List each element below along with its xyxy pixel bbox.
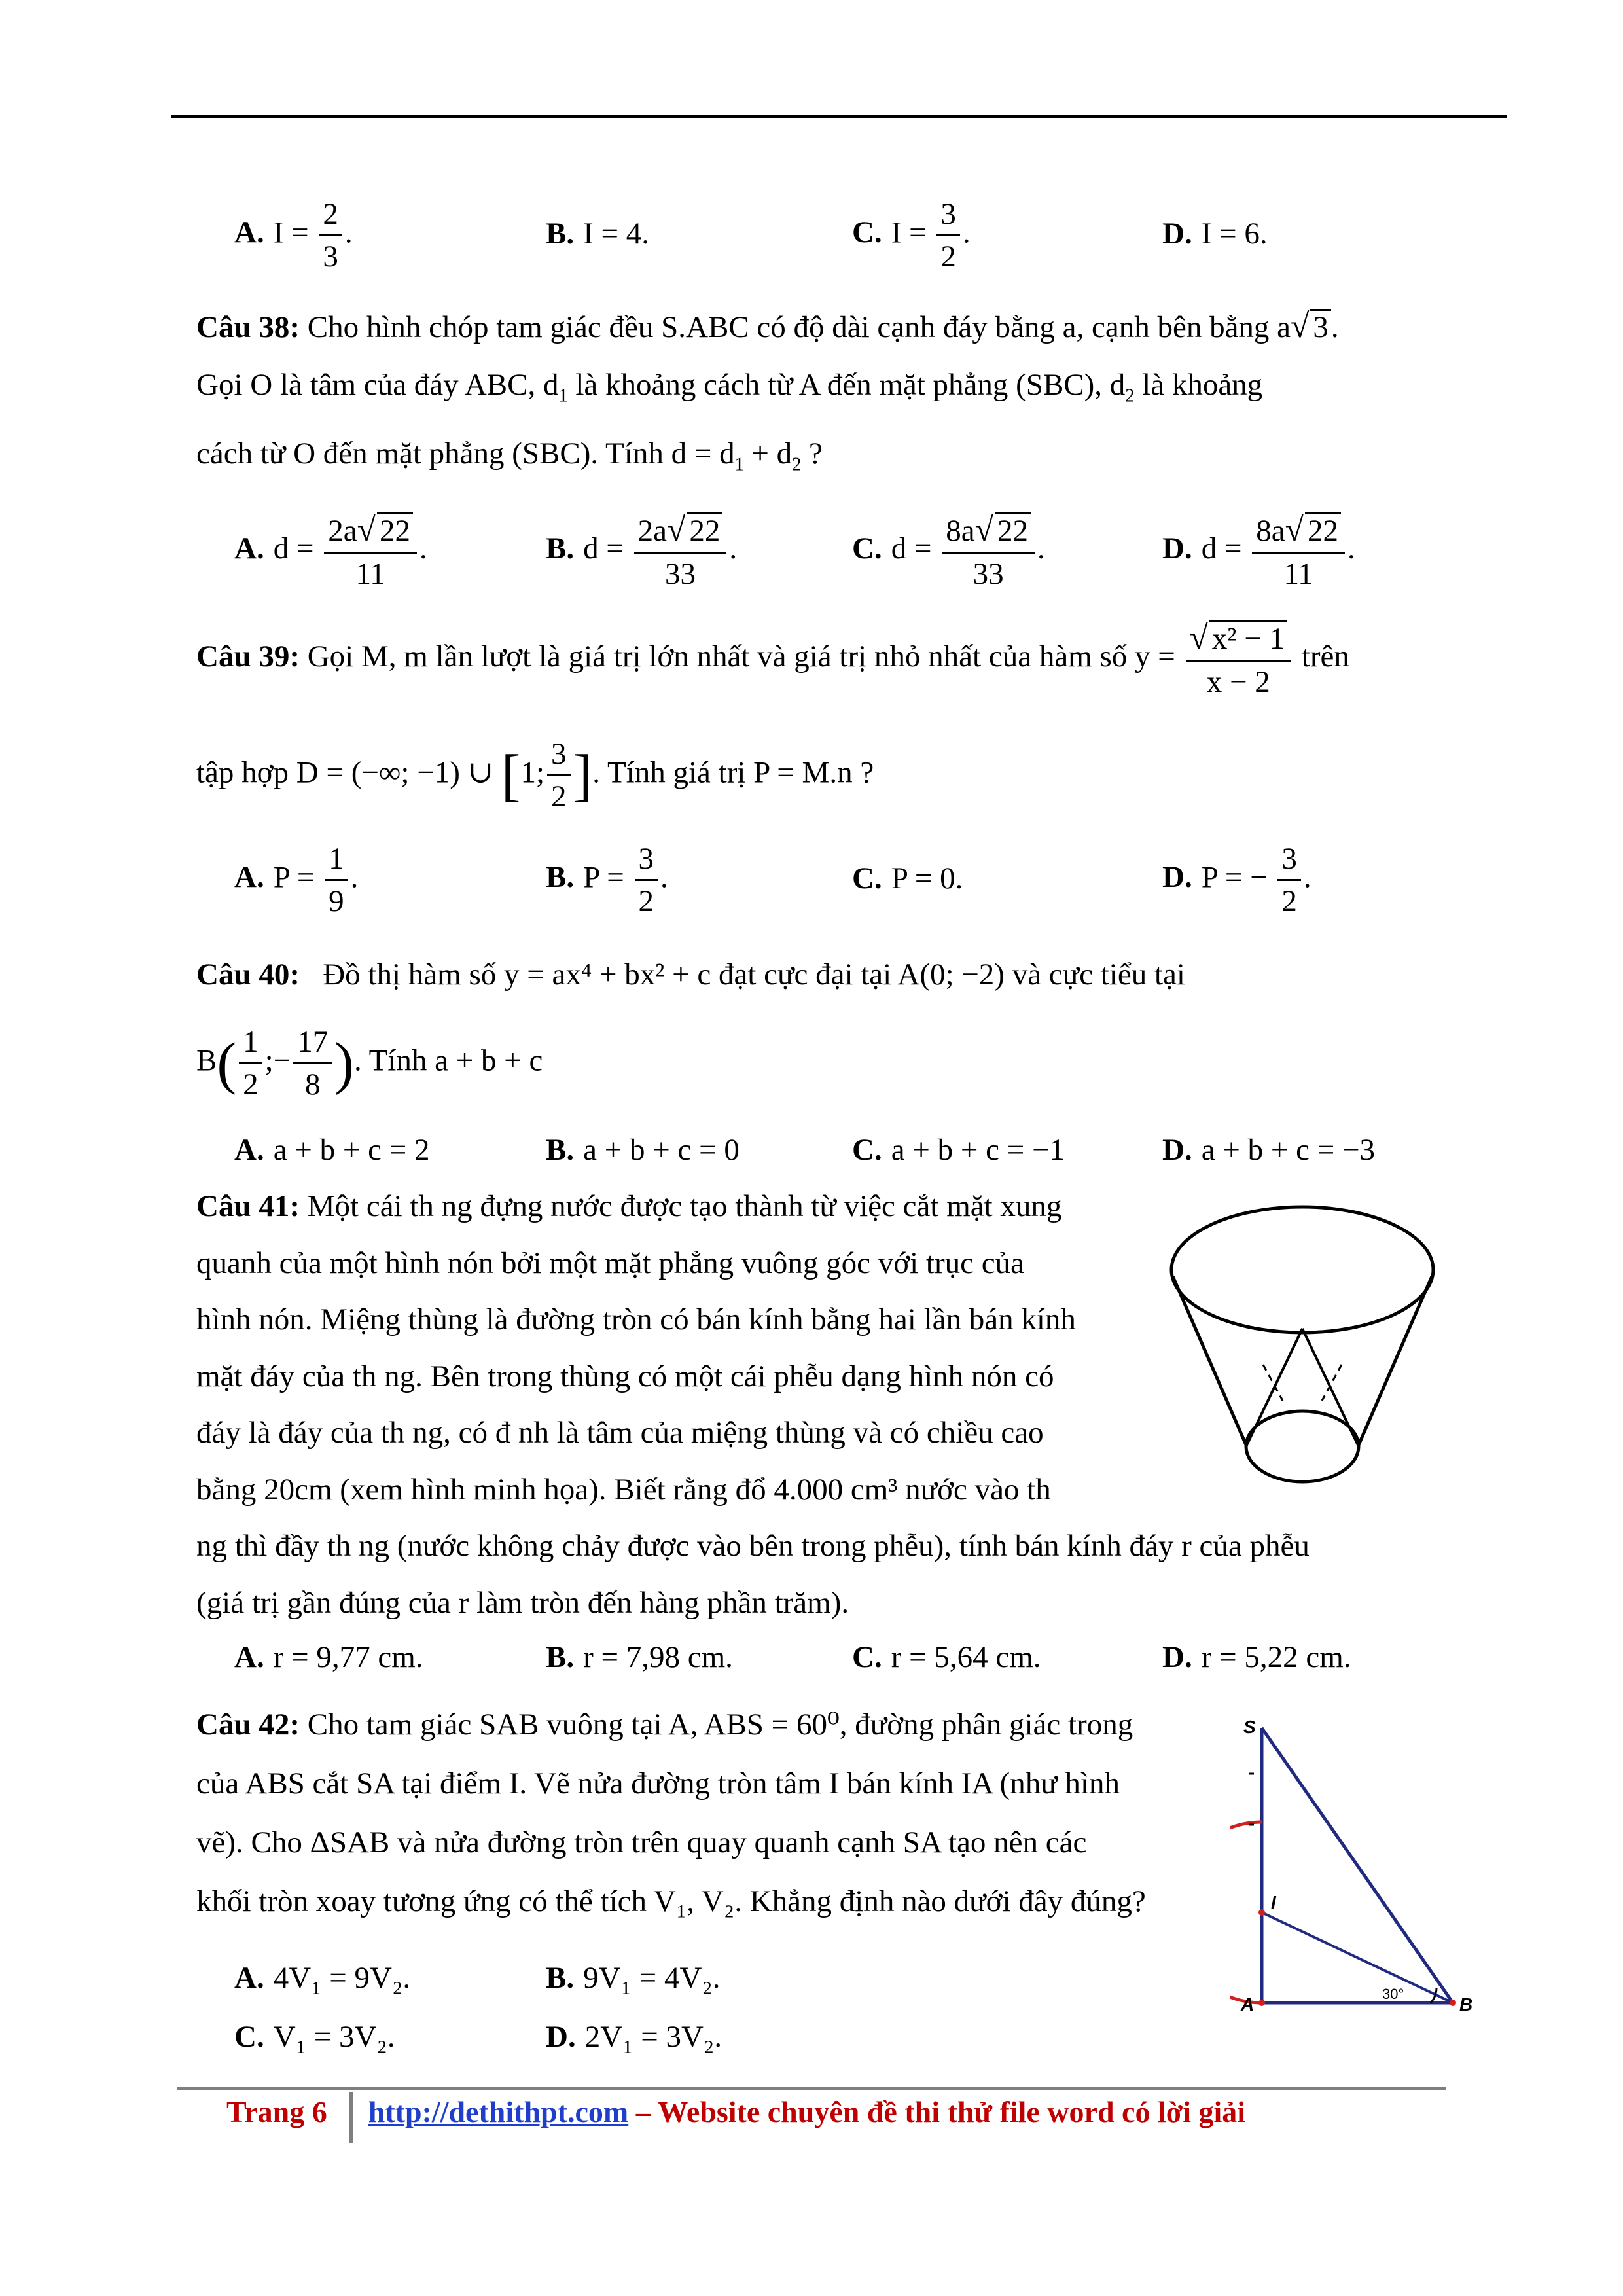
bucket-base bbox=[1246, 1411, 1359, 1482]
q38-option-a[interactable]: A. d = $\frac{2a√ 22}{11}$ . bbox=[234, 511, 427, 592]
q41-option-b[interactable]: B. r = 7,98 cm. bbox=[546, 1640, 733, 1674]
q37-option-d[interactable]: D. I = 6. bbox=[1162, 217, 1268, 251]
q42-option-c[interactable]: C. V₁ = 3V₂. bbox=[234, 2020, 395, 2054]
bucket-side-left bbox=[1173, 1276, 1247, 1446]
q39-option-a[interactable]: A. P = $\frac{1}{9}$ . bbox=[234, 842, 359, 919]
bisector-bi bbox=[1262, 1912, 1453, 2003]
q40-stem-line2: B( $\frac{1}{2}$ ;− $\frac{17}{8}$ ). Tính a + b + c bbox=[196, 1025, 543, 1102]
q37-option-a[interactable]: A. I = $\frac{2}{3}$ . bbox=[234, 197, 353, 274]
q38-stem: Câu 38: Cho hình chóp tam giác đều S.ABC có độ dài cạnh đáy bằng a, cạnh bên bằng a√ 3. Gọi O là tâm của đáy ABC, $d_1$ là khoảng cách từ A đến mặt phẳng (SBC), $d_2$ là khoảng cách từ O đến mặt phẳng (SBC). Tính $d = d_1 + d_2$ ? bbox=[196, 308, 1339, 475]
footer-tagline: – Website chuyên đề thi thử file word có lời giải bbox=[628, 2095, 1246, 2128]
page-footer bbox=[226, 2094, 1245, 2129]
funnel-side-left bbox=[1246, 1329, 1302, 1446]
angle-mark bbox=[1431, 1988, 1436, 2003]
footer-rule bbox=[177, 2087, 1446, 2090]
q40-option-b[interactable]: B. a + b + c = 0 bbox=[546, 1133, 740, 1167]
q42-option-a[interactable]: A. 4V₁ = 9V₂. bbox=[234, 1961, 411, 1995]
triangle-semicircle-figure bbox=[1230, 1715, 1479, 2022]
q37-option-c[interactable]: C. I = $\frac{3}{2}$ . bbox=[852, 197, 971, 274]
label-a: A bbox=[1241, 1994, 1255, 2015]
q41-stem-cont: ng thì đầy th ng (nước không chảy được vào bên trong phễu), tính bán kính đáy r của phễu (giá trị gần đúng của r làm tròn đến hàng phần trăm). bbox=[196, 1529, 1310, 1620]
side-sb bbox=[1262, 1728, 1453, 2003]
label-b: B bbox=[1459, 1994, 1473, 2015]
q40-option-a[interactable]: A. a + b + c = 2 bbox=[234, 1133, 430, 1167]
bucket-rim bbox=[1171, 1207, 1433, 1333]
q40-stem-line1: Câu 40: Đồ thị hàm số y = ax⁴ + bx² + c đạt cực đại tại A(0; −2) và cực tiểu tại bbox=[196, 958, 1185, 992]
header-rule bbox=[171, 115, 1507, 118]
q38-option-c[interactable]: C. d = $\frac{8a√ 22}{33}$ . bbox=[852, 511, 1045, 592]
point-i bbox=[1258, 1909, 1265, 1916]
funnel-hidden-edges bbox=[1263, 1365, 1342, 1401]
bucket-funnel-figure bbox=[1165, 1204, 1440, 1499]
q39-option-c[interactable]: C. P = 0. bbox=[852, 861, 963, 895]
q39-stem-line1: Câu 39: Gọi M, m lần lượt là giá trị lớn nhất và giá trị nhỏ nhất của hàm số y = $\frac{\text{√ x² − 1}}{x - 2}$ trên bbox=[196, 619, 1349, 700]
point-a bbox=[1258, 2000, 1265, 2006]
label-angle: 30° bbox=[1382, 1986, 1404, 2002]
q38-option-b[interactable]: B. d = $\frac{2a√ 22}{33}$ . bbox=[546, 511, 738, 592]
q41-option-c[interactable]: C. r = 5,64 cm. bbox=[852, 1640, 1041, 1674]
q41-option-d[interactable]: D. r = 5,22 cm. bbox=[1162, 1640, 1351, 1674]
q41-stem: Câu 41: Một cái th ng đựng nước được tạo thành từ việc cắt mặt xung quanh của một hình nón bởi một mặt phẳng vuông góc với trục của hình nón. Miệng thùng là đường tròn có bán kính bằng hai lần bán kính mặt đáy của th ng. Bên trong thùng có một cái phễu dạng hình nón có đáy là đáy của th ng, có đ nh là tâm của miệng thùng và có chiều cao bằng 20cm (xem hình minh họa). Biết rằng đổ 4.000 cm³ nước vào th bbox=[196, 1189, 1076, 1507]
q40-option-c[interactable]: C. a + b + c = −1 bbox=[852, 1133, 1065, 1167]
funnel-side-right bbox=[1302, 1329, 1359, 1446]
q42-option-b[interactable]: B. 9V₁ = 4V₂. bbox=[546, 1961, 721, 1995]
q40-option-d[interactable]: D. a + b + c = −3 bbox=[1162, 1133, 1375, 1167]
q37-option-b[interactable]: B. I = 4. bbox=[546, 217, 650, 251]
q39-option-b[interactable]: B. P = $\frac{3}{2}$ . bbox=[546, 842, 668, 919]
point-b bbox=[1450, 2000, 1456, 2006]
label-s: S bbox=[1243, 1717, 1256, 1737]
page-number: Trang 6 bbox=[226, 2095, 327, 2128]
footer-link[interactable]: http://dethithpt.com bbox=[368, 2095, 629, 2128]
q38-option-d[interactable]: D. d = $\frac{8a√ 22}{11}$ . bbox=[1162, 511, 1355, 592]
label-i: I bbox=[1271, 1892, 1276, 1912]
q42-stem: Câu 42: Cho tam giác SAB vuông tại A, ABS = 60⁰, đường phân giác trong của ABS cắt SA tại điểm I. Vẽ nửa đường tròn tâm I bán kính IA (như hình vẽ). Cho ΔSAB và nửa đường tròn trên quay quanh cạnh SA tạo nên các khối tròn xoay tương ứng có thể tích V₁, V₂. Khẳng định nào dưới đây đúng? bbox=[196, 1708, 1146, 1918]
bucket-side-right bbox=[1358, 1276, 1432, 1446]
semicircle bbox=[1230, 1822, 1262, 2003]
q39-option-d[interactable]: D. P = − $\frac{3}{2}$ . bbox=[1162, 842, 1311, 919]
q42-option-d[interactable]: D. 2V₁ = 3V₂. bbox=[546, 2020, 722, 2054]
q39-stem-line2: tập hợp D = (−∞; −1) ∪ [1; $\frac{3}{2}$ ]. Tính giá trị P = M.n ? bbox=[196, 737, 874, 814]
q41-option-a[interactable]: A. r = 9,77 cm. bbox=[234, 1640, 423, 1674]
